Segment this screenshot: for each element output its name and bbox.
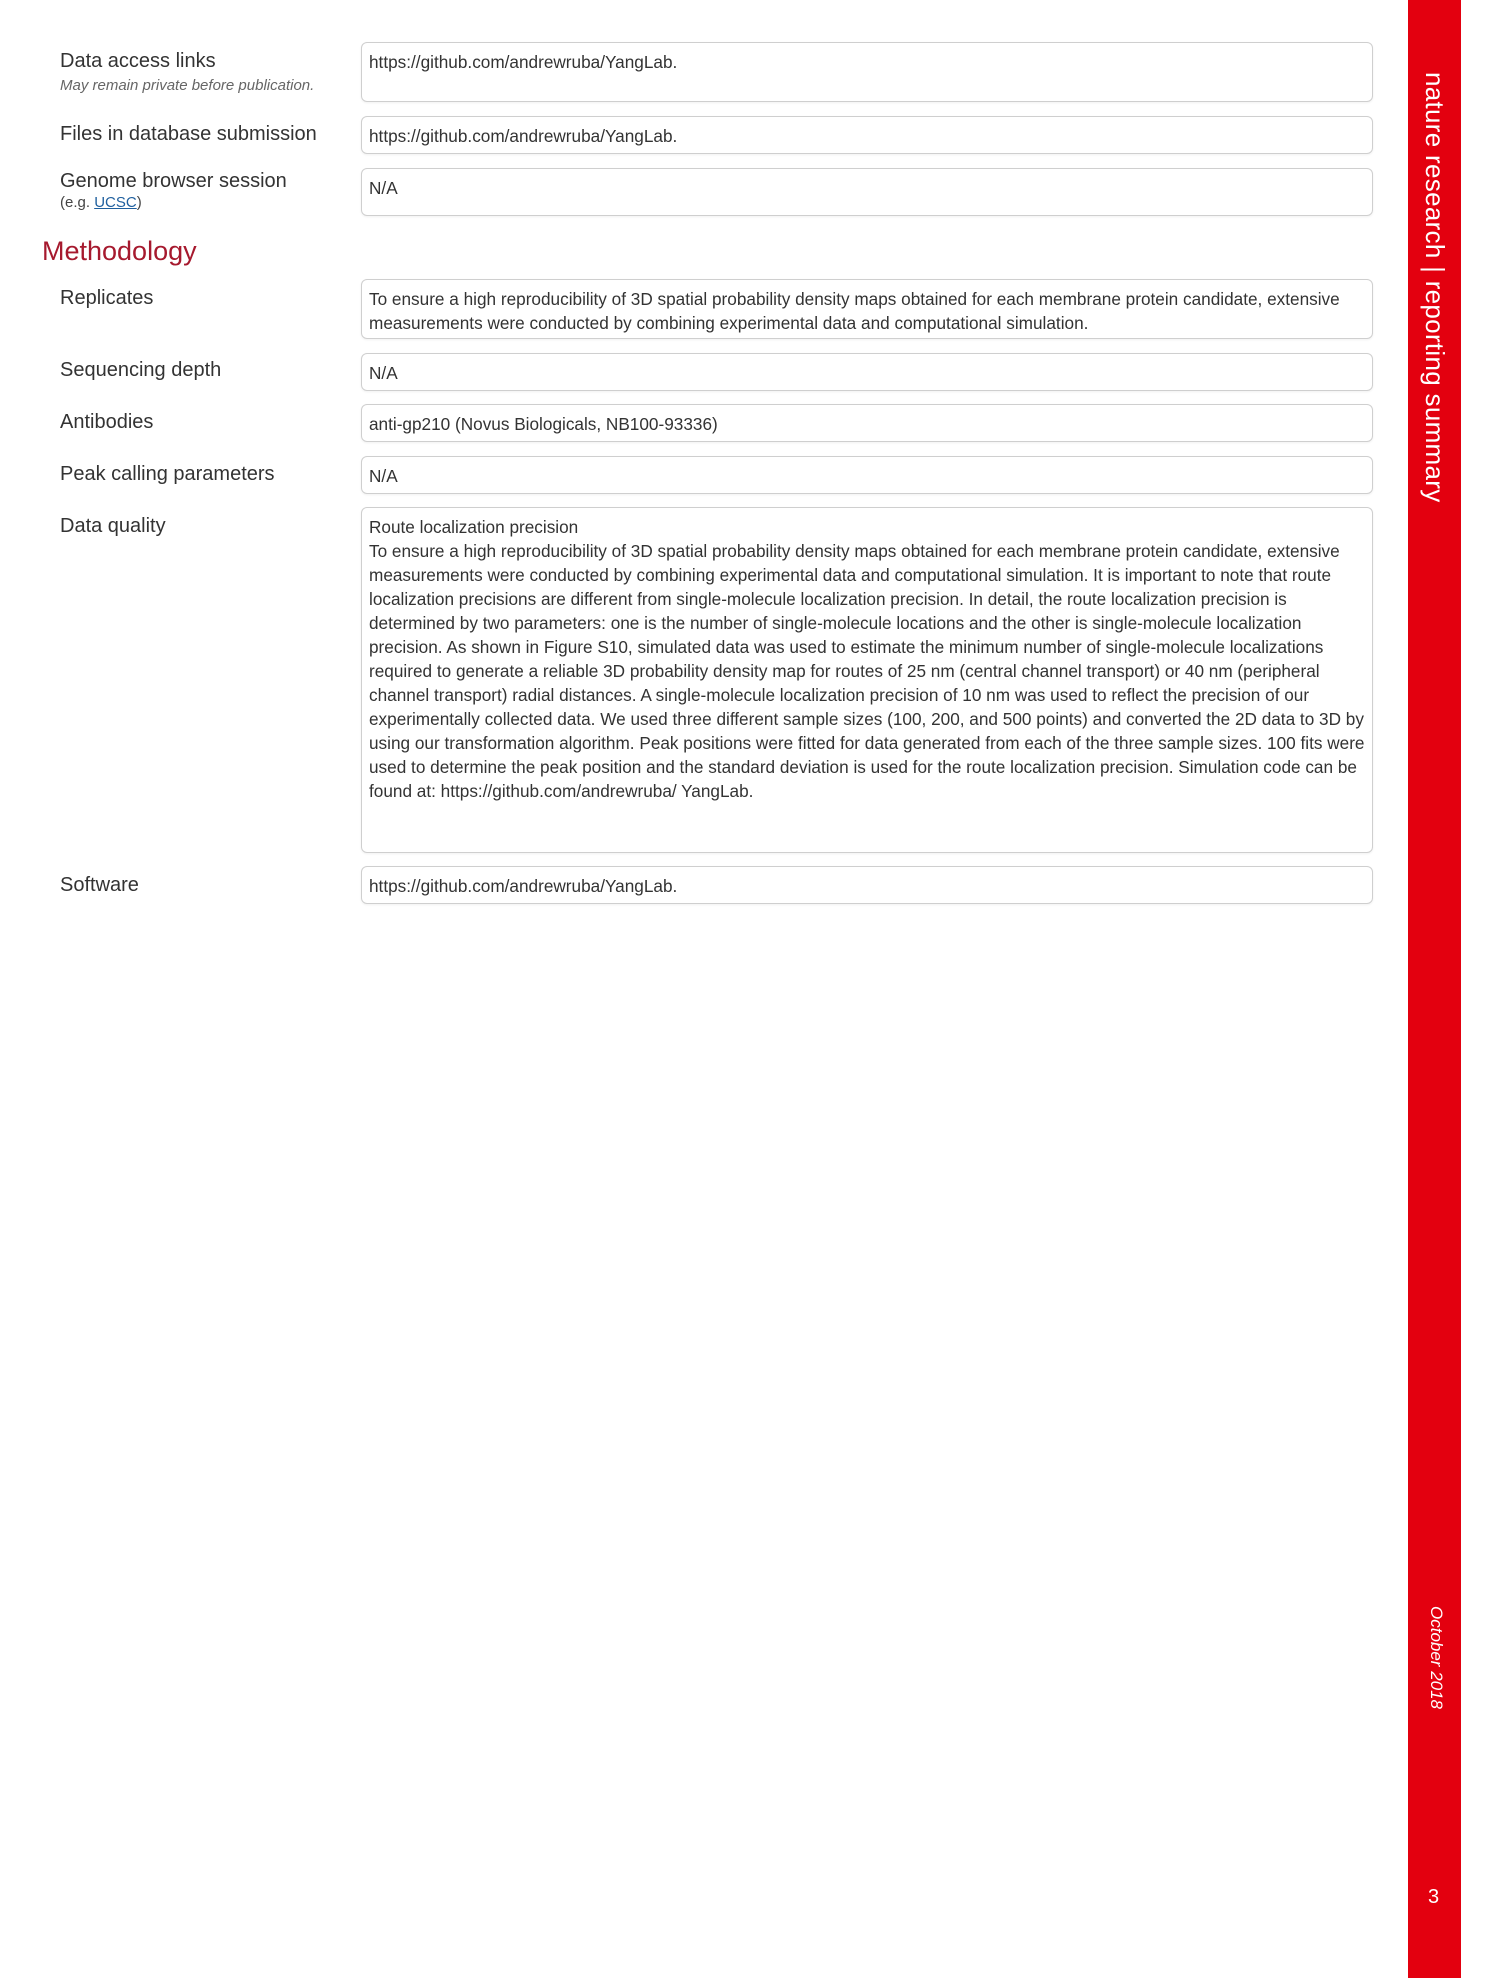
peak-calling-label: Peak calling parameters: [60, 463, 275, 485]
sequencing-depth-field[interactable]: N/A: [361, 353, 1373, 391]
data-quality-field[interactable]: [361, 507, 1373, 853]
replicates-label: Replicates: [60, 287, 154, 309]
data-quality-label: Data quality: [60, 515, 166, 537]
replicates-field[interactable]: To ensure a high reproducibility of 3D spatial probability density maps obtained for each membrane protein candidate, extensive measurements were conducted by combining experimental data and computational simulation.: [361, 279, 1373, 339]
section-heading-methodology: Methodology: [42, 236, 197, 266]
software-label: Software: [60, 874, 139, 896]
genome-browser-label-group: [60, 170, 287, 211]
genome-browser-field[interactable]: N/A: [361, 168, 1373, 216]
software-field[interactable]: https://github.com/andrewruba/YangLab.: [361, 866, 1373, 904]
data-access-note: May remain private before publication.: [60, 77, 315, 94]
genome-browser-note: [60, 194, 287, 211]
data-access-label-group: [60, 50, 314, 94]
files-submission-label: Files in database submission: [60, 123, 317, 145]
page-number: 3: [1428, 1886, 1440, 1908]
peak-calling-field[interactable]: N/A: [361, 456, 1373, 494]
genome-browser-label: Genome browser session: [60, 170, 287, 192]
data-access-label: Data access links: [60, 50, 216, 72]
genome-browser-note-suffix: ): [136, 194, 142, 211]
data-quality-title: Route localization precision: [369, 517, 579, 537]
sidebar-title: nature research | reporting summary: [1420, 72, 1450, 503]
files-submission-field[interactable]: https://github.com/andrewruba/YangLab.: [361, 116, 1373, 154]
data-access-field[interactable]: https://github.com/andrewruba/YangLab.: [361, 42, 1373, 102]
sidebar-date: October 2018: [1427, 1606, 1446, 1710]
data-quality-text: To ensure a high reproducibility of 3D spatial probability density maps obtained for each membrane protein candidate, extensive measurements were conducted by combining experimental data and computational simulation. It is important to note that route localization precisions are different from single-molecule localization precision. In detail, the route localization precision is determined by two parameters: one is the number of single-molecule locations and the other is single-molecule localization precision. As shown in Figure S10, simulated data was used to estimate the minimum number of single-molecule localizations required to generate a reliable 3D probability density map for routes of 25 nm (central channel transport) or 40 nm (peripheral channel transport) radial distances. A single-molecule localization precision of 10 nm was used to reflect the precision of our experimentally collected data. We used three different sample sizes (100, 200, and 500 points) and converted the 2D data to 3D by using our transformation algorithm. Peak positions were fitted for data generated from each of the three sample sizes. 100 fits were used to determine the peak position and the standard deviation is used for the route localization precision. Simulation code can be found at: https://github.com/andrewruba/ YangLab.: [369, 541, 1365, 801]
sequencing-depth-label: Sequencing depth: [60, 359, 222, 381]
genome-browser-note-prefix: (e.g.: [60, 194, 95, 211]
antibodies-label: Antibodies: [60, 411, 154, 433]
antibodies-field[interactable]: anti-gp210 (Novus Biologicals, NB100-93336): [361, 404, 1373, 442]
ucsc-link[interactable]: UCSC: [94, 194, 137, 211]
